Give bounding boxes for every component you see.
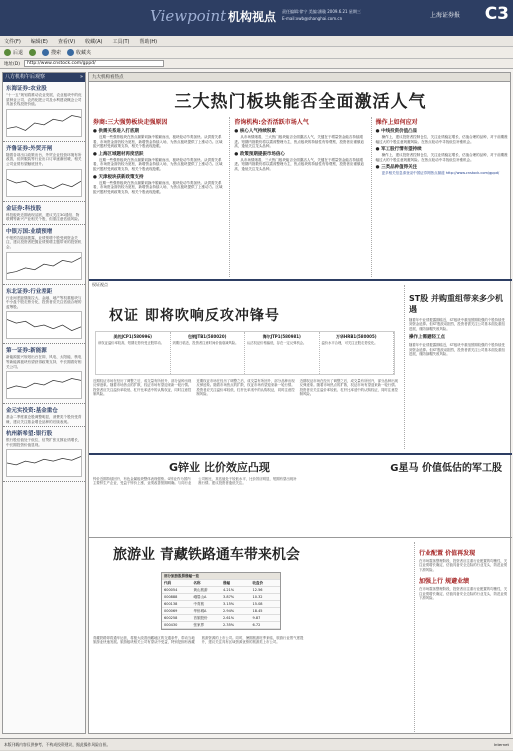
warrant-text: 认沽权证价格偏低，存在一定反弹机会。 [247, 341, 307, 345]
sidebar-title[interactable]: 行业配置 价值再发现 [419, 550, 476, 557]
warrant-body [93, 379, 399, 449]
table-row [162, 622, 280, 629]
tourism-text: 青藏铁路即将通车运营，将极大改善西藏地区的交通条件，带动当地旅游业快速发展。旅游板块相关公司有望从中受益，特别是拥有西藏旅游资源的上市公司。同时，暑期旅游旺季来临，旅游行业景气度提升，建议关注具有区域资源优势的旅游类上市公司。 [93, 636, 304, 645]
mini-chart [6, 311, 82, 339]
column-text: 近期一些强势板块在热点频繁切换中脱颖而出，板块轮动节奏加快。从供需关系看，市场资金面仍较为宽松，新增资金持续入场，为热点板块提供了上涨动力。区域振兴题材受到政策支持，相关个股表现抢眼。 [93, 135, 223, 149]
section-tag: 权证视点 [92, 282, 108, 287]
table-cell: 张家界 [193, 623, 204, 627]
table-row [162, 587, 280, 594]
warrant-text: 该权证溢价率较高，短期走势仍受正股带动。 [98, 341, 164, 345]
table-cell: 000888 [164, 595, 178, 599]
info-line: 责任编辑:徐宁 美编:潘璇 2009.6.21 星期三 [282, 9, 361, 14]
mini-chart [6, 169, 82, 197]
star-icon [67, 49, 74, 56]
left-block [3, 142, 85, 202]
warrant-name: 海尔JTP1(580981) [262, 334, 301, 339]
column-text: 操作上，建议投资者控制仓位，关注业绩稳定增长、估值合理的品种，对于前期涨幅过大的个股注意规避风险。在热点轮动中寻找低位补涨机会。 [375, 153, 508, 162]
column-text: 从市场情绪看，三大热门板块能否全面激活人气，关键在于增量资金能否持续跟进。短期内指数仍将以震荡整理为主，热点板块的持续性有待观察，投资者应谨慎追高，逢低关注龙头品种。 [234, 135, 364, 149]
subhead: ● 军工股行情有望持续 [375, 147, 422, 153]
table-cell: 4.21% [223, 588, 235, 592]
warrant-card[interactable] [245, 332, 320, 374]
toolbar [0, 47, 513, 59]
block-text: 中报预告陆续披露，业绩预增个股受到资金关注，建议投资者把握业绩预增主题带来的投资机会。 [6, 235, 82, 249]
info-email: E-mail:xwb@shanghai.com.cn [282, 16, 343, 21]
column-consultants [230, 117, 371, 277]
main-content [88, 72, 511, 734]
table-cell: 黄山旅游 [193, 588, 208, 592]
table-cell: 代码 [164, 581, 171, 585]
mini-chart [6, 449, 82, 477]
brand-logo: 上海证券报 [430, 12, 461, 19]
address-label: 地址(D) [4, 61, 20, 67]
table-cell: 3.15% [223, 602, 235, 606]
address-bar [0, 59, 513, 69]
subhead: ● 供需关系进入打底期 [93, 129, 139, 134]
left-block [3, 82, 85, 142]
st-sidebar [404, 285, 512, 449]
subhead: ● 政策预期提振市场信心 [234, 151, 285, 157]
forward-button[interactable] [29, 49, 36, 56]
warrant-name: 万华HRB1(580005) [335, 334, 377, 339]
left-header [3, 73, 85, 82]
column-title[interactable]: 券商:三大强势板块走强原因 [93, 119, 168, 126]
left-block [3, 404, 85, 427]
subhead: ● 三类品种值得关注 [375, 165, 418, 171]
menu-help[interactable]: 帮助(H) [139, 38, 158, 45]
zinc-section [89, 453, 512, 535]
table-cell: 涨幅 [223, 581, 230, 585]
more-icon[interactable]: » [79, 74, 83, 80]
sidebar-text: 在市场震荡整理阶段，投资者应注重行业配置的均衡性，关注业绩增长确定、估值具备安全边际的行业龙头，防范业绩下滑风险。 [419, 587, 508, 601]
menu-tools[interactable]: 工具(T) [112, 38, 130, 45]
block-text: 行业间差距继续拉大，金融、地产等权重板块与中小盘个股走势分化，投资者应关注估值合理的蓝筹股。 [6, 295, 82, 309]
sidebar-text: 在市场震荡整理阶段，投资者应注重行业配置的均衡性，关注业绩增长确定、估值具备安全边际的行业龙头，防范业绩下滑风险。 [419, 559, 508, 572]
table-cell: 600054 [164, 588, 178, 592]
search-label: 搜索 [51, 50, 62, 56]
table-cell: 中青旅 [193, 602, 204, 606]
menu-bar [0, 36, 513, 47]
table-cell: 000069 [164, 609, 178, 613]
table-caption [162, 573, 280, 580]
table-cell: 10.32 [252, 595, 263, 599]
tourism-headline[interactable]: 旅游业 青藏铁路通车带来机会 [113, 547, 300, 563]
menu-edit[interactable]: 编辑(E) [30, 38, 48, 45]
back-label: 后退 [13, 50, 24, 56]
block-title[interactable]: 金证券:科技股 [6, 205, 42, 212]
body-text: 近期权证市场在经历了调整之后，成交量有所回升，部分品种出现反弹迹象。随着市场热点的扩散，权证市场有望迎来新一轮行情。投资者应关注溢价率较低、杠杆比率适中的认购权证，同时注意控制风险。 [93, 379, 192, 397]
block-title[interactable]: 齐鲁证券:外贸开闸 [6, 145, 53, 152]
block-title[interactable]: 中银万国:业绩预增 [6, 228, 53, 235]
warrant-table [95, 331, 395, 375]
table-cell: 2.94% [223, 609, 235, 613]
industry-sidebar [414, 542, 512, 732]
table-row [162, 601, 280, 608]
column-text: 操作上，建议投资者控制仓位，关注业绩稳定增长、估值合理的品种，对于前期涨幅过大的个股注意规避风险。在热点轮动中寻找低位补涨机会。 [375, 135, 508, 144]
column-text: 近期一些强势板块在热点频繁切换中脱颖而出，板块轮动节奏加快。从供需关系看，市场资金面仍较为宽松，新增资金持续入场，为热点板块提供了上涨动力。区域振兴题材受到政策支持，相关个股表现抢眼。 [93, 180, 223, 194]
mini-chart [6, 252, 82, 280]
mini-chart [6, 371, 82, 399]
favorites-label: 收藏夹 [76, 50, 92, 56]
body-text: 近期权证市场在经历了调整之后，成交量有所回升，部分品种出现反弹迹象。随着市场热点的扩散，权证市场有望迎来新一轮行情。投资者应关注溢价率较低、杠杆比率适中的认购权证，同时注意控制风险。 [196, 379, 295, 397]
subhead: ● 天津板块获新政策支持 [93, 174, 144, 180]
column-title[interactable]: 咨询机构:会否活跃市场人气 [234, 119, 309, 126]
left-block [3, 344, 85, 404]
block-text: 科技板块近期表现活跃，建议关注3G通信、物联网等新兴产业相关个股，但需注意估值风险。 [6, 212, 82, 222]
left-header-title: 八方机构午后观察 [5, 74, 46, 80]
table-cell: 3.87% [223, 595, 235, 599]
warrant-card[interactable] [96, 332, 171, 374]
sidebar-subtitle[interactable]: 加强上行 规避业绩 [419, 578, 470, 586]
viewpoint-logo: Viewpoint [150, 7, 227, 25]
st-text: 随着年中业绩披露期临近，ST板块中重组预期较强的个股持续受到资金追捧。但ST股波动剧烈，投资者需关注公司基本面及重组进展，谨防摘帽失败风险。 [409, 343, 505, 357]
warrant-card[interactable] [171, 332, 246, 374]
menu-favorites[interactable]: 收藏(A) [85, 38, 103, 45]
block-title[interactable]: 金元实投资:基金重仓 [6, 408, 58, 415]
column-brokers [89, 117, 230, 277]
block-title[interactable]: 东海证券:农业股 [6, 86, 47, 92]
page-number: C3 [484, 4, 509, 24]
column-operation [372, 117, 512, 277]
page-banner [0, 0, 513, 36]
warrant-card[interactable] [320, 332, 395, 374]
table-cell: 名称 [193, 581, 201, 585]
table-cell: 收盘价 [252, 581, 263, 585]
status-text: 本版刊载内容仅供参考，不构成投资建议，据此操作风险自担。 [4, 742, 111, 747]
st-subhead: 操作上需避轻工点 [409, 335, 445, 341]
page-headline: 三大热门板块能否全面激活人气 [174, 92, 427, 112]
warrant-name: 美的JCP1(580996) [113, 334, 152, 339]
table-cell: 12.56 [252, 588, 263, 592]
table-cell: 600258 [164, 616, 178, 620]
body-text: 近期权证市场在经历了调整之后，成交量有所回升，部分品种出现反弹迹象。随着市场热点的扩散，权证市场有望迎来新一轮行情。投资者应关注溢价率较低、杠杆比率适中的认购权证，同时注意控制风险。 [299, 379, 398, 397]
back-arrow-icon [4, 49, 11, 56]
column-title[interactable]: 操作上如何应对 [375, 119, 418, 126]
st-text: 随着年中业绩披露期临近，ST板块中重组预期较强的个股持续受到资金追捧。但ST股波动剧烈，投资者需关注公司基本面及重组进展，谨防摘帽失败风险。 [409, 318, 505, 331]
left-block [3, 427, 85, 482]
warrant-name: 包钢JTB1(580020) [188, 334, 227, 339]
st-title[interactable]: ST股 并购重组带来多少机遇 [409, 294, 504, 314]
warrant-text: 到期日临近，投资者注意时间价值衰减风险。 [172, 341, 239, 345]
menu-file[interactable]: 文件(F) [4, 38, 21, 45]
tourism-table [161, 572, 281, 630]
block-text: 随着各项出口政策出台，外贸企业经营环境有所改善，纺织服装等行业出口订单逐渐回暖，相关公司业绩有望触底回升。 [6, 152, 82, 166]
more-info-link[interactable]: 更多相关信息请登录中国证券网热点频道 http://www.cnstock.com/gppd/ [381, 171, 500, 176]
favorites-button[interactable] [67, 49, 91, 56]
warrant-text: 溢价水平合理，可关注正股走势变化。 [321, 341, 378, 345]
table-cell: 华侨城A [193, 609, 207, 613]
section-title: 机构视点 [228, 10, 277, 24]
subhead: ● 中线投资价值凸显 [375, 129, 418, 134]
mini-chart [6, 109, 82, 137]
warrant-section [89, 279, 512, 449]
block-text: 新能源振兴规划出台在即，风电、太阳能、核电等新能源板块有望获得政策支持，中长期看好相关公司。 [6, 355, 82, 369]
table-cell: 2.61% [223, 616, 235, 620]
table-cell: 9.87 [252, 616, 261, 620]
block-title[interactable]: 杭州新希望:银行股 [6, 431, 53, 438]
table-cell: 18.45 [252, 609, 263, 613]
status-bar [0, 738, 513, 750]
table-cell: 2.35% [223, 623, 235, 627]
tourism-section [89, 537, 512, 733]
search-button[interactable] [42, 49, 61, 56]
table-row [162, 615, 280, 622]
block-text: “十一五”规划将推动农业发展，农业板块中的优质种业公司、农药化肥公司及水利建设概念公司具备长线投资价值。 [6, 93, 82, 107]
table-title: 部分旅游股票涨幅一览 [164, 574, 199, 578]
back-button[interactable] [4, 49, 23, 56]
banner-info [282, 8, 361, 22]
zone-indicator: Internet [493, 742, 509, 747]
left-block [3, 285, 85, 345]
table-row [162, 594, 280, 601]
left-block [3, 225, 85, 285]
address-input[interactable]: http://www.cnstock.com/gppd/ [24, 60, 164, 67]
left-column [2, 72, 86, 734]
table-cell: 600138 [164, 602, 178, 606]
table-cell: 首旅股份 [193, 616, 208, 620]
military-headline[interactable]: G星马 价值低估的军工股 [390, 463, 502, 474]
zinc-text: 锌价近期持续回升，有色金属板块整体表现强势。G锌业作为国内主要锌生产企业，受益于锌价上涨，业绩改善预期明确。与同行业公司相比，其估值处于较低水平，比价效应明显，短期有望出现补涨行情。建议投资者逢低关注。 [93, 477, 297, 486]
menu-view[interactable]: 查看(V) [57, 38, 76, 45]
block-title[interactable]: 东北证券:行业差距 [6, 288, 53, 295]
forward-arrow-icon [29, 49, 36, 56]
breadcrumb: 九大机构看热点 [89, 73, 510, 82]
column-text: 近期一些强势板块在热点频繁切换中脱颖而出，板块轮动节奏加快。从供需关系看，市场资金面仍较为宽松，新增资金持续入场，为热点板块提供了上涨动力。区域振兴题材受到政策支持，相关个股表现抢眼。 [93, 157, 223, 171]
table-row [162, 608, 280, 615]
column-text: 从市场情绪看，三大热门板块能否全面激活人气，关键在于增量资金能否持续跟进。短期内指数仍将以震荡整理为主，热点板块的持续性有待观察，投资者应谨慎追高，逢低关注龙头品种。 [234, 157, 364, 171]
table-cell: 峨眉山A [193, 595, 207, 599]
table-cell: 6.72 [252, 623, 261, 627]
block-text: 银行股估值处于低位，信贷扩张支撑业绩增长，中长期投资价值显现。 [6, 438, 82, 447]
block-text: 基金二季度重仓股调整明显，消费类个股仍受青睐，建议关注基金增仓品种的后续表现。 [6, 415, 82, 424]
subhead: ● 上海区域题材再度活跃 [93, 151, 144, 157]
search-icon [42, 49, 49, 56]
table-cell: 15.08 [252, 602, 263, 606]
warrant-headline[interactable]: 权证 即将吹响反攻冲锋号 [109, 308, 280, 324]
table-header [162, 580, 280, 587]
subhead: ● 核心人气持续积累 [234, 129, 276, 134]
zinc-headline[interactable]: G锌业 比价效应凸现 [169, 461, 270, 474]
block-title[interactable]: 第一证券:新能源 [6, 348, 47, 355]
analysis-columns [89, 117, 512, 277]
left-block [3, 202, 85, 225]
table-cell: 000430 [164, 623, 178, 627]
